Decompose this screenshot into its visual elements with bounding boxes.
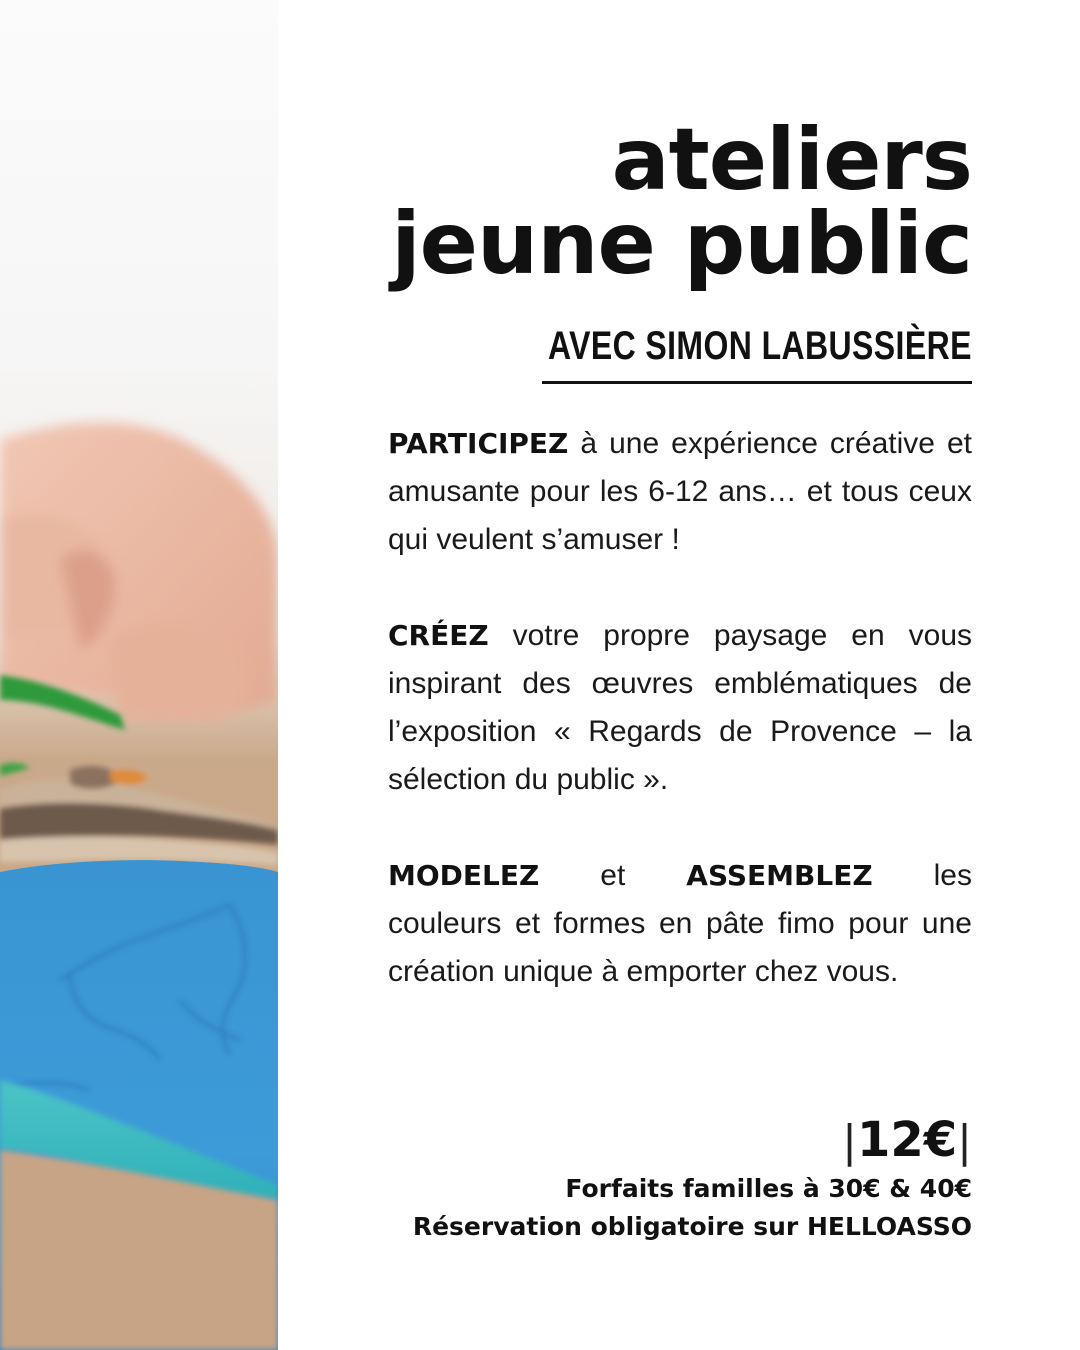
- connector-et: et: [600, 859, 626, 892]
- price-value: 12€: [856, 1112, 958, 1168]
- title-line-2: jeune public: [391, 194, 972, 294]
- paragraph-modelez: [388, 852, 972, 996]
- paragraph-participez: [388, 420, 972, 564]
- family-packages: Forfaits familles à 30€ & 40€: [565, 1174, 972, 1203]
- workshop-photo: [0, 0, 278, 1350]
- price-bar-right: |: [957, 1116, 972, 1167]
- paragraph-creez-text: votre propre paysage en vous inspirant des œuvres emblématiques de l’exposition « Regards de Provence – la sélection du public ».: [388, 619, 972, 796]
- page-title: [391, 110, 972, 294]
- paragraph-creez: [388, 612, 972, 804]
- content-column: [388, 0, 972, 1350]
- pricing: [413, 1112, 972, 1246]
- description: [388, 420, 972, 1044]
- subtitle-underline: [542, 381, 972, 384]
- paragraph-participez-text: à une expérience créative et amusante pour les 6-12 ans… et tous ceux qui veulent s’amuser !: [388, 427, 972, 556]
- keyword-assemblez: ASSEMBLEZ: [686, 859, 873, 892]
- title-line-1: ateliers: [611, 110, 972, 210]
- word-les: les: [933, 859, 972, 892]
- price-bar-left: |: [842, 1116, 857, 1167]
- price: [413, 1112, 972, 1170]
- keyword-creez: CRÉEZ: [388, 619, 489, 652]
- paragraph-modelez-first-line: [388, 852, 972, 900]
- clay-modelling-illustration: [0, 0, 278, 1350]
- keyword-participez: PARTICIPEZ: [388, 427, 569, 460]
- paragraph-modelez-text: couleurs et formes en pâte fimo pour une création unique à emporter chez vous.: [388, 907, 972, 988]
- subtitle: AVEC SIMON LABUSSIÈRE: [548, 324, 972, 368]
- booking-info: Réservation obligatoire sur HELLOASSO: [412, 1212, 972, 1241]
- keyword-modelez: MODELEZ: [388, 859, 540, 892]
